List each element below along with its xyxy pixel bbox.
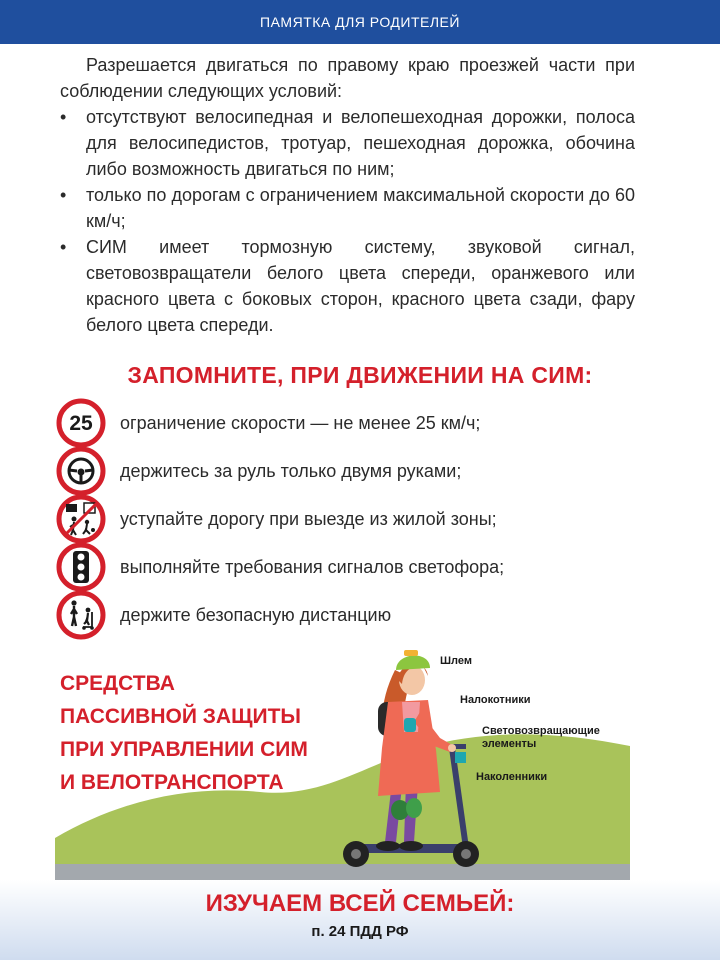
label-helmet: Шлем	[440, 655, 473, 667]
page-header: ПАМЯТКА ДЛЯ РОДИТЕЛЕЙ	[0, 0, 720, 44]
passive-title-line: И ВЕЛОТРАНСПОРТА	[60, 771, 284, 794]
footer-slogan: ИЗУЧАЕМ ВСЕЙ СЕМЬЕЙ:	[205, 890, 515, 917]
pedestrian-scooter-icon	[56, 590, 106, 640]
passive-protection-title	[60, 667, 308, 799]
label-elbow-pads: Налокотники	[460, 694, 531, 706]
speed-limit-icon	[56, 398, 106, 448]
rule-residential	[56, 494, 676, 544]
label-reflective	[482, 725, 600, 751]
passive-title-line: СРЕДСТВА	[60, 672, 175, 695]
passive-title-line: ПРИ УПРАВЛЕНИИ СИМ	[60, 738, 308, 761]
passive-title-line: ПАССИВНОЙ ЗАЩИТЫ	[60, 705, 301, 728]
rule-traffic-light	[56, 542, 676, 592]
intro-text	[60, 52, 635, 338]
rule-text: выполняйте требования сигналов светофора;	[120, 557, 505, 577]
footer-reference: п. 24 ПДД РФ	[311, 923, 409, 940]
rule-distance	[56, 590, 676, 640]
residential-zone-icon	[56, 494, 106, 544]
label-knee-pads: Наколенники	[476, 771, 548, 783]
condition-item: • только по дорогам с ограничением максимальной скорости до 60 км/ч;	[60, 182, 635, 234]
label-reflective-line: элементы	[482, 738, 537, 750]
remember-heading: ЗАПОМНИТЕ, ПРИ ДВИЖЕНИИ НА СИМ:	[127, 362, 593, 388]
rule-text: держите безопасную дистанцию	[120, 605, 392, 625]
conditions-list	[60, 104, 635, 338]
rule-text: держитесь за руль только двумя руками;	[120, 461, 462, 481]
traffic-light-icon	[56, 542, 106, 592]
rule-text: ограничение скорости — не менее 25 км/ч;	[120, 413, 481, 433]
condition-item: • СИМ имеет тормозную систему, звуковой сигнал, световозвращатели белого цвета спереди, оранжевого или красного цвета с боковых сторон, красного цвета сзади, фару белого цвета спереди.	[60, 234, 635, 338]
condition-item: • отсутствуют велосипедная и велопешеходная дорожки, полоса для велосипедистов, тротуар, пешеходная дорожка, обочина либо возможность двигаться по ним;	[60, 104, 635, 182]
label-reflective-line: Световозвращающие	[482, 725, 600, 737]
road	[55, 864, 630, 880]
rule-steering	[56, 446, 676, 496]
steering-wheel-icon	[56, 446, 106, 496]
speed-limit-value: 25	[69, 412, 93, 435]
intro-lead: Разрешается двигаться по правому краю проезжей части при соблюдении следующих условий:	[60, 55, 635, 101]
rule-speed	[56, 398, 676, 448]
rule-text: уступайте дорогу при выезде из жилой зоны;	[120, 509, 497, 529]
